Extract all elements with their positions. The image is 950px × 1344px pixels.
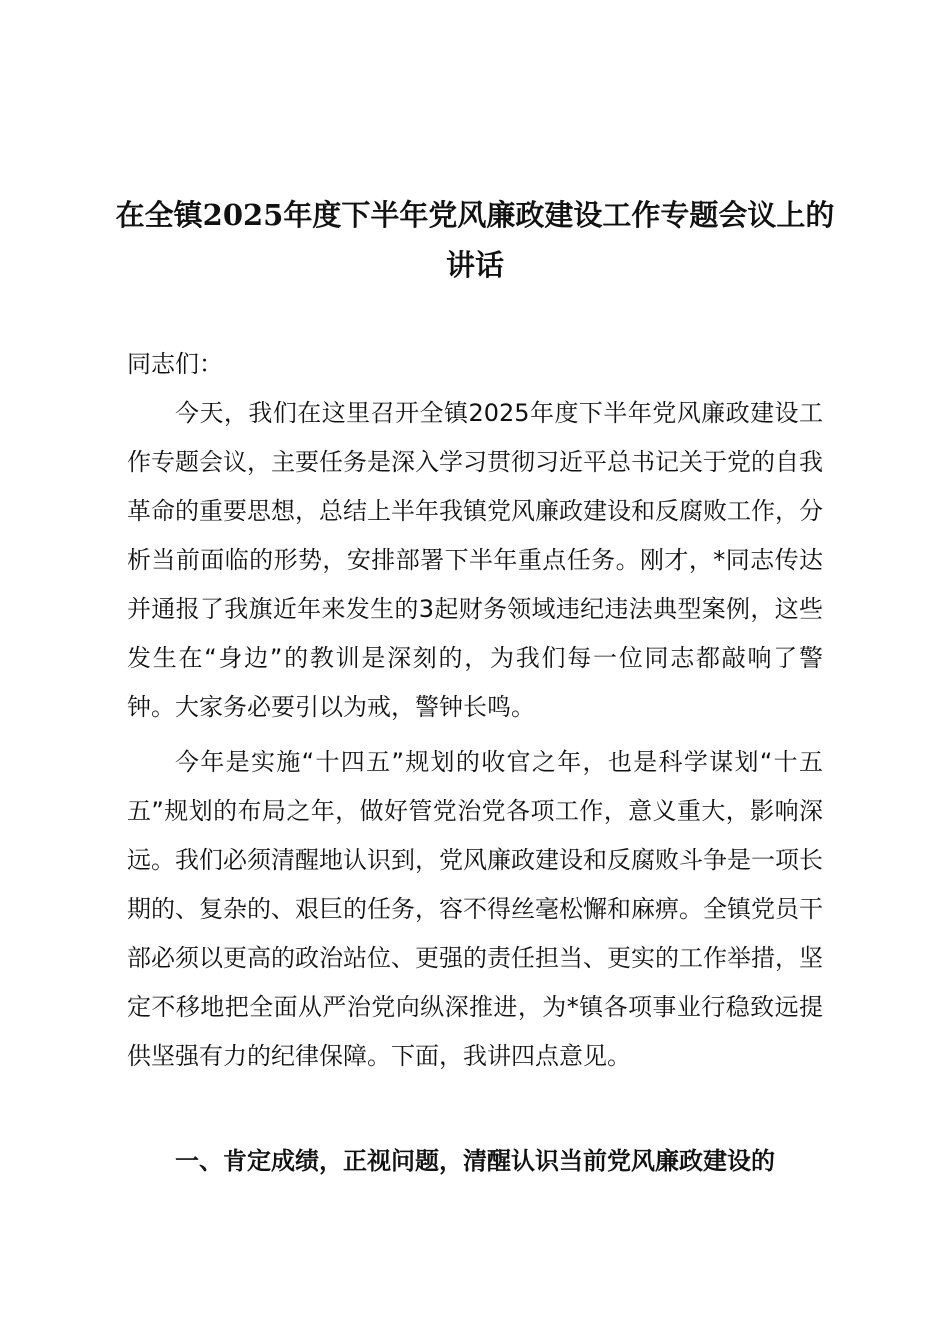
document-title: 在全镇2025年度下半年党风廉政建设工作专题会议上的讲话 bbox=[115, 198, 835, 282]
section-heading: 一、肯定成绩，正视问题，清醒认识当前党风廉政建设的 bbox=[175, 1147, 775, 1175]
paragraph-opening: 今天，我们在这里召开全镇2025年度下半年党风廉政建设工作专题会议，主要任务是深入学习贯彻习近平总书记关于党的自我革命的重要思想，总结上半年我镇党风廉政建设和反腐败工作，分析当前面临的形势，安排部署下半年重点任务。刚才，*同志传达并通报了我旗近年来发生的3起财务领域违纪违法典型案例，这些发生在“身边”的教训是深刻的，为我们每一位同志都敲响了警钟。大家务必要引以为戒，警钟长鸣。 bbox=[127, 399, 823, 721]
salutation: 同志们： bbox=[127, 350, 223, 378]
paragraph-context: 今年是实施“十四五”规划的收官之年，也是科学谋划“十五五”规划的布局之年，做好管党治党各项工作，意义重大，影响深远。我们必须清醒地认识到，党风廉政建设和反腐败斗争是一项长期的、复杂的、艰巨的任务，容不得丝毫松懈和麻痹。全镇党员干部必须以更高的政治站位、更强的责任担当、更实的工作举措，坚定不移地把全面从严治党向纵深推进，为*镇各项事业行稳致远提供坚强有力的纪律保障。下面，我讲四点意见。 bbox=[127, 748, 823, 1070]
